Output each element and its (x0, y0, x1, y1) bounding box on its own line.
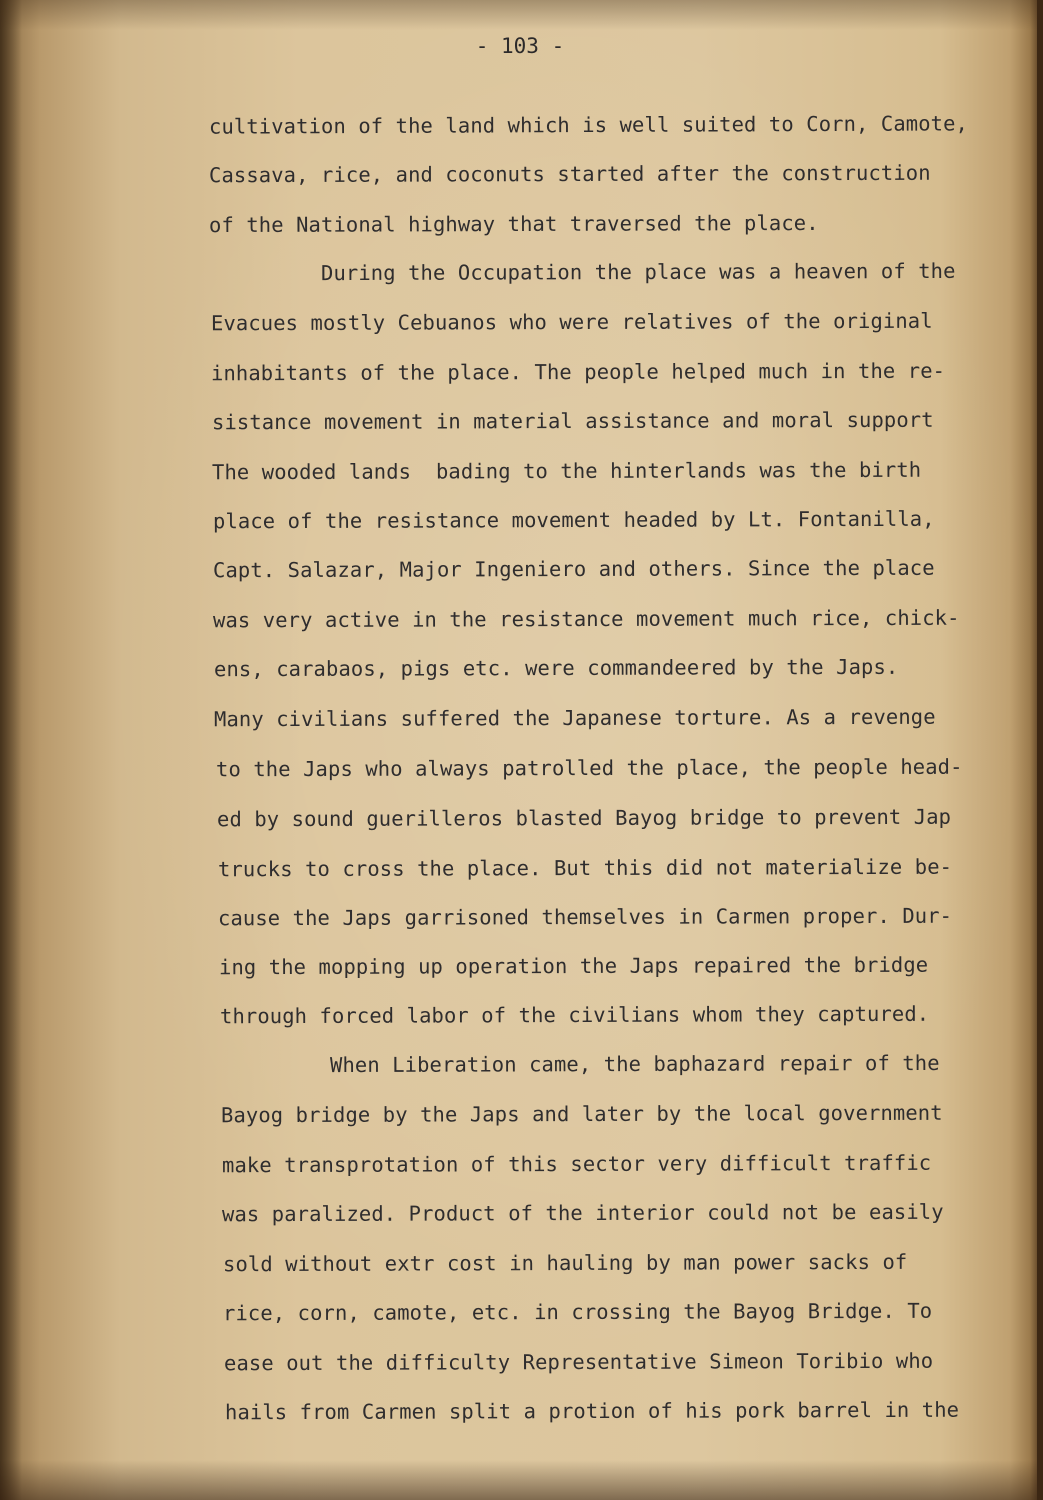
text-line: ed by sound guerilleros blasted Bayog bridge to prevent Jap (216, 804, 952, 832)
text-line: make transprotation of this sector very difficult traffic (221, 1150, 932, 1178)
page-number: - 103 - (475, 34, 565, 58)
text-line: Bayog bridge by the Japs and later by the local government (220, 1100, 943, 1128)
text-line: hails from Carmen split a protion of his pork barrel in the (224, 1397, 960, 1425)
text-line: Many civilians suffered the Japanese torture. As a revenge (213, 704, 936, 732)
text-line: ens, carabaos, pigs etc. were commandeered by the Japs. (213, 654, 899, 682)
page-edge (1037, 0, 1043, 1500)
text-line: trucks to cross the place. But this did not materialize be- (217, 854, 953, 882)
text-line: sold without extr cost in hauling by man power sacks of (222, 1249, 908, 1277)
text-line: was very active in the resistance movement much rice, chick- (212, 605, 960, 633)
text-line: Cassava, rice, and coconuts started after the construction (208, 160, 931, 188)
text-line: was paralized. Product of the interior could not be easily (221, 1199, 944, 1227)
text-line: ing the mopping up operation the Japs repaired the bridge (218, 952, 929, 980)
text-line: Evacues mostly Cebuanos who were relatives of the original (210, 308, 933, 336)
text-line: The wooded lands bading to the hinterlands was the birth (211, 457, 922, 485)
text-line: cause the Japs garrisoned themselves in Carmen proper. Dur- (217, 903, 953, 931)
text-line: place of the resistance movement headed by Lt. Fontanilla, (212, 506, 935, 534)
text-line: Capt. Salazar, Major Ingeniero and others. Since the place (212, 555, 935, 583)
text-line: rice, corn, camote, etc. in crossing the Bayog Bridge. To (222, 1298, 933, 1326)
text-line: When Liberation came, the baphazard repair of the (329, 1050, 940, 1078)
text-line: sistance movement in material assistance and moral support (211, 407, 934, 435)
text-line: ease out the difficulty Representative Simeon Toribio who (223, 1348, 934, 1376)
text-line: through forced labor of the civilians whom they captured. (219, 1001, 930, 1029)
text-line: of the National highway that traversed the place. (208, 210, 819, 238)
text-line: to the Japs who always patrolled the place, the people head- (215, 754, 963, 782)
text-line: inhabitants of the place. The people helped much in the re- (210, 358, 946, 386)
text-line: During the Occupation the place was a heaven of the (320, 258, 956, 286)
text-line: cultivation of the land which is well suited to Corn, Camote, (208, 111, 969, 139)
